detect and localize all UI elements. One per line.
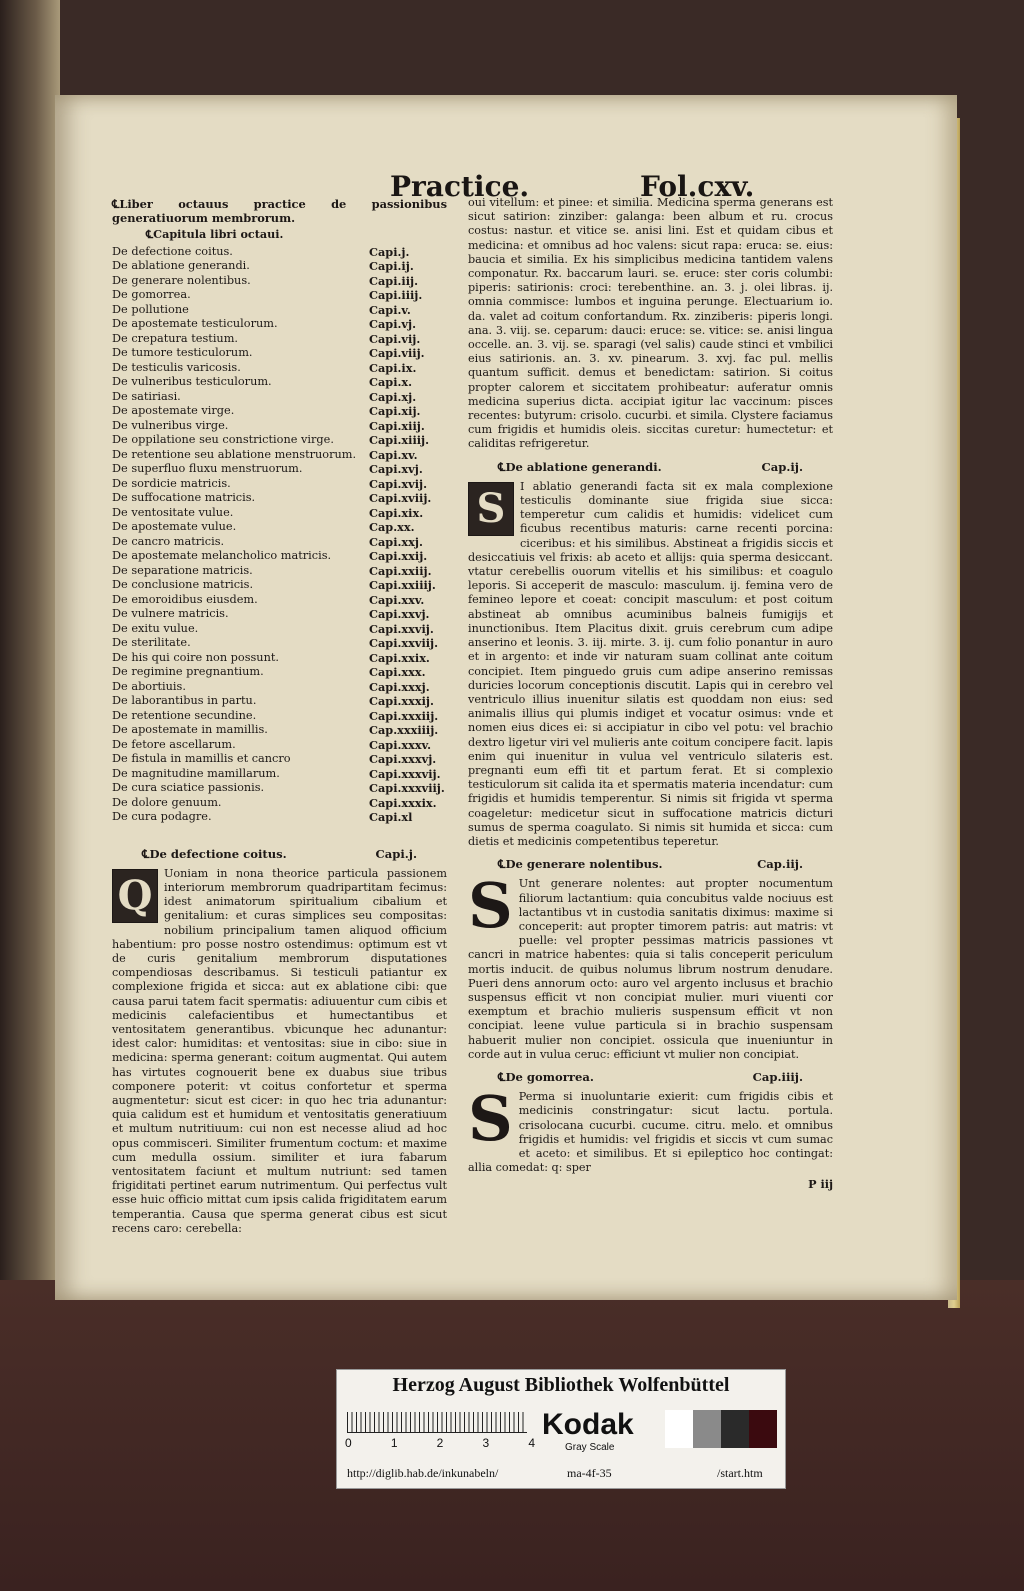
section-text: Unt generare nolentes: aut propter nocumentum filiorum lactantium: quia concubitus valde nociuus est lactantibus vt in custodia sanitatis diximus: maxime si conceperit: aut propter timorem patris: aut matris: vt puelle: vel propter pessimas matricis passiones vt cancri in matrice habentes: quia si talis conceperit periculum mortis inducit. de quibus nolumus librum nostrum denudare. Pueri dens annorum octo: auro vel argento inclusus et brachio suspensus efficit vt non concipiat mulier. muri viuenti cor exemptum et brachio mulieris suspensum efficit vt non concipiat. leene vulue particula si in brachio suspensam habuerit mulier non concipiet. ossicula que inueniuntur in corde aut in vulua ceruc: efficiunt vt mulier non concipiat. bbox=[468, 877, 833, 1061]
toc-row bbox=[112, 694, 447, 709]
section-chapter: Cap.iij. bbox=[757, 857, 803, 872]
toc-chapter: Capi.ij. bbox=[369, 259, 414, 274]
toc-title: De cancro matricis. bbox=[112, 534, 225, 548]
toc-title: De satiriasi. bbox=[112, 389, 181, 403]
toc-row bbox=[112, 433, 447, 448]
book-title: ℄Liber octauus practice de passionibus generatiuorum membrorum. bbox=[112, 197, 447, 226]
toc-chapter: Capi.vj. bbox=[369, 317, 417, 332]
section-body bbox=[112, 867, 447, 1236]
toc-row bbox=[112, 245, 447, 260]
toc-row bbox=[112, 665, 447, 680]
signature-mark: P iij bbox=[808, 1177, 833, 1192]
toc-row bbox=[112, 259, 447, 274]
toc-title: De conclusione matricis. bbox=[112, 578, 254, 592]
toc-row bbox=[112, 622, 447, 637]
toc-row bbox=[112, 796, 447, 811]
toc-title: De dolore genuum. bbox=[112, 795, 222, 809]
gray-swatch-dark bbox=[721, 1410, 749, 1448]
toc-chapter: Capi.x. bbox=[369, 375, 413, 390]
toc-row bbox=[112, 767, 447, 782]
toc-title: De ventositate vulue. bbox=[112, 505, 234, 519]
toc-chapter: Capi.xxiij. bbox=[369, 563, 432, 578]
toc-title: De vulneribus testiculorum. bbox=[112, 375, 272, 389]
toc-title: De regimine pregnantium. bbox=[112, 665, 264, 679]
toc-chapter: Capi.xxiiij. bbox=[369, 578, 436, 593]
section-heading bbox=[468, 857, 833, 871]
folio-number: Fol.cxv. bbox=[640, 170, 755, 203]
toc-title: De testiculis varicosis. bbox=[112, 360, 241, 374]
toc-chapter: Capi.xiiij. bbox=[369, 433, 430, 448]
toc-chapter: Capi.xxix. bbox=[369, 650, 430, 665]
toc-chapter: Capi.xxxij. bbox=[369, 694, 434, 709]
toc-row bbox=[112, 738, 447, 753]
toc-row bbox=[112, 419, 447, 434]
toc-chapter: Capi.xxviij. bbox=[369, 636, 439, 651]
toc-title: De suffocatione matricis. bbox=[112, 491, 256, 505]
toc-title: De fetore ascellarum. bbox=[112, 737, 236, 751]
gray-swatch-mid bbox=[693, 1410, 721, 1448]
toc-row bbox=[112, 549, 447, 564]
toc-chapter: Capi.xxij. bbox=[369, 549, 428, 564]
toc-title: De crepatura testium. bbox=[112, 331, 239, 345]
toc-chapter: Capi.j. bbox=[369, 244, 410, 259]
toc-chapter: Capi.xix. bbox=[369, 505, 424, 520]
toc-chapter: Capi.xvj. bbox=[369, 462, 423, 477]
toc-title: De apostemate melancholico matricis. bbox=[112, 549, 332, 563]
toc-row bbox=[112, 274, 447, 289]
section-chapter: Cap.iiij. bbox=[752, 1069, 803, 1084]
toc-title: De sterilitate. bbox=[112, 636, 191, 650]
toc-chapter: Capi.xxvj. bbox=[369, 607, 430, 622]
section-heading bbox=[112, 847, 447, 861]
toc-title: De defectione coitus. bbox=[112, 244, 233, 258]
section-text: I ablatio generandi facta sit ex mala complexione testiculis dominante siue frigida siue sicca: temperetur cum calidis et humidis: videlicet cum ficubus recentibus maturis: carne recenti porcina: ciceribus: et his similibus. Abstineat a frigidis siccis et desiccatiuis vel frixis: ab aceto et allijs: quia sperma desiccant. vtatur cerebellis ouorum vitellis et his similibus: et coagulo leporis. Si acceperit de masculo: masculum. ij. femina vero de femineo lepore et coeat: concipit masculum: et post coitum abstineat ab omnibus acuminibus balneis fumigijs et inunctionibus. Item Placitus dixit. gruis cerebrum cum adipe anserino et leonis. 3. iij. mirte. 3. ij. cum folio ponantur in auro et in argento: et inde vir naturam suam collinat ante coitum concipiet. Item pinguedo gruis cum adipe anserino remissas duricies locorum conceptionis discutit. Lapis qui in cerebro vel ventriculo illius inuenitur silatis est quoddam non eius: sed animalis illius qui plumis indiget et vocatur osimus: vnde et nomen eius dices ei: si accipiatur in cibo vel potu: vel brachio dextro ligetur viri vel mulieris ante coitum concipere facit. lapis enim qui inuenitur in vulua vel ventriculo silateris est. pregnanti eum effi tit et partum ferat. Et si complexio testiculorum sit calida ita et spermatis materia incendatur: cum frigidis et humidis temperentur. Si nimis sit frigida vt sperma coageletur: medicetur sicut in suffocatione matricis dicturi sumus de sperma coagulato. Si nimis sit humida et sicca: cum dietis et medicinis competentibus teperetur. bbox=[468, 479, 833, 848]
toc-chapter: Capi.xxxiij. bbox=[369, 708, 439, 723]
toc-chapter: Capi.xxxv. bbox=[369, 737, 432, 752]
section-text: Perma si inuoluntarie exierit: cum frigidis cibis et medicinis constringatur: sicut lactu. portula. crisolocana cucurbi. cucume. citru. melo. et omnibus frigidis et humidis: vel frigidis et siccis vt cum sumac et aceto: et similibus. Et si epileptico hoc contingat: allia comedat: q: sper bbox=[468, 1090, 833, 1175]
toc-chapter: Capi.xxxvij. bbox=[369, 766, 441, 781]
gray-swatch-black bbox=[749, 1410, 777, 1448]
toc-row bbox=[112, 404, 447, 419]
toc-row bbox=[112, 520, 447, 535]
toc-title: De ablatione generandi. bbox=[112, 259, 250, 273]
section-chapter: Cap.ij. bbox=[761, 459, 803, 474]
intro-text: oui vitellum: et pinee: et similia. Medicina sperma generans est sicut satirion: zinziber: galanga: been album et ru. crocus costus: nastur. et vitice se. anisi lini. Est et quidam cibus et medicina: et omnibus ad hoc valens: sicut rapa: eruca: se. eius: baucia et similia. Ex his simplicibus medicina tantidem valens componatur. Rx. baccarum lauri. se. eruce: ster coris columbi: piperis: satirionis: croci: terebenthine. an. 3. j. olei libras. ij. omnia commisce: lumbos et inguina perunge. Electuarium io. da. valet ad coitum confortandum. Rx. zinziberis: piperis longi. ana. 3. viij. se. ceparum: dauci: eruce: se. vitice: se. anisi lingua occelle. an. 3. vij. se. sparagi (vel salis) caude stinci et vmbilici eius satirionis. an. 3. xv. pinearum. 3. xvj. fac pul. mellis quantum sufficit. demus et benedictam: satirion. Si coitus propter calorem et siccitatem prohibeatur: auferatur omnis medicina superius dicta. accipiat igitur lac vaccinum: pisces recentes: butyrum: crisolo. cucurbi. et simila. Clystere faciamus cum frigidis et humidis oleis. siccitas curetur: humectetur: et caliditas refrigeretur. bbox=[468, 196, 833, 451]
toc-title: De vulnere matricis. bbox=[112, 607, 229, 621]
toc-title: De pollutione bbox=[112, 302, 189, 316]
toc-row bbox=[112, 448, 447, 463]
section-body bbox=[468, 869, 833, 1062]
toc-title: De separatione matricis. bbox=[112, 563, 253, 577]
toc-chapter: Capi.xij. bbox=[369, 404, 421, 419]
toc-chapter: Capi.xxxvj. bbox=[369, 752, 437, 767]
toc-row bbox=[112, 375, 447, 390]
toc-chapter: Capi.xxvij. bbox=[369, 621, 434, 636]
toc-title: De magnitudine mamillarum. bbox=[112, 766, 280, 780]
gray-swatch-white bbox=[665, 1410, 693, 1448]
toc-chapter: Capi.xiij. bbox=[369, 418, 425, 433]
toc-chapter: Capi.ix. bbox=[369, 360, 417, 375]
toc-title: De retentione secundine. bbox=[112, 708, 257, 722]
toc-chapter: Capi.xvij. bbox=[369, 476, 428, 491]
toc-chapter: Capi.viij. bbox=[369, 346, 425, 361]
library-url: http://diglib.hab.de/inkunabeln/ bbox=[347, 1466, 499, 1480]
drop-initial: S bbox=[468, 1082, 513, 1156]
toc-chapter: Capi.xviij. bbox=[369, 491, 432, 506]
toc-chapter: Capi.xxv. bbox=[369, 592, 425, 607]
toc-chapter: Capi.xxxix. bbox=[369, 795, 437, 810]
table-of-contents bbox=[112, 245, 447, 825]
toc-title: ℄Capitula libri octaui. bbox=[146, 227, 284, 242]
ruler-number: 3 bbox=[482, 1436, 490, 1450]
kodak-logo: Kodak bbox=[542, 1408, 634, 1441]
toc-row bbox=[112, 680, 447, 695]
toc-title: De fistula in mamillis et cancro bbox=[112, 752, 291, 766]
toc-title: De gomorrea. bbox=[112, 288, 191, 302]
toc-row bbox=[112, 709, 447, 724]
left-column bbox=[112, 197, 447, 1236]
toc-row bbox=[112, 752, 447, 767]
toc-row bbox=[112, 578, 447, 593]
toc-title: De cura podagre. bbox=[112, 810, 212, 824]
toc-chapter: Cap.xx. bbox=[369, 520, 415, 535]
toc-chapter: Capi.v. bbox=[369, 302, 411, 317]
section-text: Uoniam in nona theorice particula passionem interiorum membrorum quadripartitam fecimus: idest animatorum spiritualium cibalium et genitalium: et curas simplices seu compositas: nobilium principalium tamen aliquod officium habentium: pro posse nostro ostendimus: optimum est vt de curis genitalium membrorum disputationes compendiosas describamus. Si testiculi patiantur ex complexione frigida et sicca: aut ex ablatione cibi: que causa parui tatem facit spermatis: adiuuentur cum cibis et medicinis calefacientibus et humectantibus et ventositatem generantibus. vbicunque hec adunantur: idest calor: humiditas: et ventositas: siue in cibo: siue in medicina: sperma generant: coitum augmentat. Qui autem has virtutes cognouerit bene ex duabus siue tribus componere poterit: vt coitus confortetur et sperma augmentetur: sicut est cicer: in quo hec tria adunantur: quia calidum est et humidum et ventositatis generatiuum et multum nutritiuum: cui non est necesse aliud ad hoc opus commisceri. Similiter frumentum coctum: et maxime cum medulla ossium. similiter et iura fabarum ventositatem faciunt et multum nutriunt: sed tamen frigiditati pertinet earum nutrimentum. Qui perfectus vult esse huic officio mittat cum ipsis calida frigiditatem earum temperantia. Causa que sperma generat cibus est sicut recens caro: cerebella: bbox=[112, 866, 447, 1235]
library-name: Herzog August Bibliothek Wolfenbüttel bbox=[392, 1374, 730, 1396]
toc-title: De oppilatione seu constrictione virge. bbox=[112, 433, 334, 447]
decorated-initial: S bbox=[468, 482, 514, 536]
toc-title: De sordicie matricis. bbox=[112, 476, 231, 490]
toc-row bbox=[112, 535, 447, 550]
section-title: ℄De generare nolentibus. bbox=[498, 857, 663, 872]
section-body bbox=[468, 480, 833, 849]
toc-title: De emoroidibus eiusdem. bbox=[112, 592, 258, 606]
toc-chapter: Capi.xj. bbox=[369, 389, 417, 404]
toc-title: De superfluo fluxu menstruorum. bbox=[112, 462, 303, 476]
toc-row bbox=[112, 462, 447, 477]
toc-title: De apostemate testiculorum. bbox=[112, 317, 278, 331]
toc-row bbox=[112, 636, 447, 651]
toc-title: De cura sciatice passionis. bbox=[112, 781, 265, 795]
toc-title: De exitu vulue. bbox=[112, 621, 199, 635]
toc-title: De abortiuis. bbox=[112, 679, 186, 693]
toc-chapter: Capi.vij. bbox=[369, 331, 421, 346]
toc-chapter: Capi.iij. bbox=[369, 273, 419, 288]
drop-initial: S bbox=[468, 869, 513, 943]
toc-row bbox=[112, 332, 447, 347]
toc-row bbox=[112, 491, 447, 506]
toc-row bbox=[112, 607, 447, 622]
toc-chapter: Capi.xxx. bbox=[369, 665, 426, 680]
toc-chapter: Capi.xxxj. bbox=[369, 679, 430, 694]
toc-row bbox=[112, 288, 447, 303]
ruler-number: 0 bbox=[345, 1436, 352, 1450]
ruler-number: 1 bbox=[390, 1436, 398, 1450]
library-target-card bbox=[336, 1369, 786, 1489]
toc-row bbox=[112, 651, 447, 666]
toc-chapter: Capi.xxxviij. bbox=[369, 781, 445, 796]
start-page-link: /start.htm bbox=[717, 1466, 763, 1480]
toc-row bbox=[112, 564, 447, 579]
toc-chapter: Capi.xxj. bbox=[369, 534, 423, 549]
section-title: ℄De gomorrea. bbox=[498, 1069, 594, 1084]
gray-scale-label: Gray Scale bbox=[565, 1442, 615, 1453]
right-column bbox=[468, 196, 833, 1192]
shelfmark: ma-4f-35 bbox=[567, 1466, 612, 1480]
toc-title: De tumore testiculorum. bbox=[112, 346, 253, 360]
toc-row bbox=[112, 317, 447, 332]
decorated-initial: Q bbox=[112, 869, 158, 923]
toc-row bbox=[112, 506, 447, 521]
toc-chapter: Capi.xl bbox=[369, 810, 413, 825]
ruler-numbers bbox=[345, 1436, 535, 1450]
toc-chapter: Capi.xv. bbox=[369, 447, 418, 462]
toc-row bbox=[112, 390, 447, 405]
toc-title: De vulneribus virge. bbox=[112, 418, 229, 432]
scale-ruler bbox=[347, 1412, 527, 1433]
toc-chapter: Cap.xxxiiij. bbox=[369, 723, 439, 738]
running-head: Practice. bbox=[390, 170, 530, 203]
toc-title: De generare nolentibus. bbox=[112, 273, 251, 287]
toc-title: De retentione seu ablatione menstruorum. bbox=[112, 447, 357, 461]
ruler-number: 4 bbox=[528, 1436, 535, 1450]
section-heading bbox=[468, 1070, 833, 1084]
toc-row bbox=[112, 477, 447, 492]
toc-row bbox=[112, 361, 447, 376]
toc-row bbox=[112, 781, 447, 796]
toc-title: De apostemate vulue. bbox=[112, 520, 237, 534]
section-body bbox=[468, 1082, 833, 1175]
section-chapter: Capi.j. bbox=[375, 846, 417, 861]
toc-row bbox=[112, 593, 447, 608]
toc-chapter: Capi.iiij. bbox=[369, 288, 423, 303]
toc-title: De his qui coire non possunt. bbox=[112, 650, 279, 664]
section-title: ℄De defectione coitus. bbox=[142, 846, 287, 861]
toc-row bbox=[112, 303, 447, 318]
toc-title: De laborantibus in partu. bbox=[112, 694, 257, 708]
toc-title: De apostemate virge. bbox=[112, 404, 235, 418]
section-title: ℄De ablatione generandi. bbox=[498, 459, 662, 474]
section-heading bbox=[468, 460, 833, 474]
ruler-number: 2 bbox=[436, 1436, 444, 1450]
toc-row bbox=[112, 810, 447, 825]
toc-row bbox=[112, 723, 447, 738]
toc-row bbox=[112, 346, 447, 361]
toc-title: De apostemate in mamillis. bbox=[112, 723, 268, 737]
